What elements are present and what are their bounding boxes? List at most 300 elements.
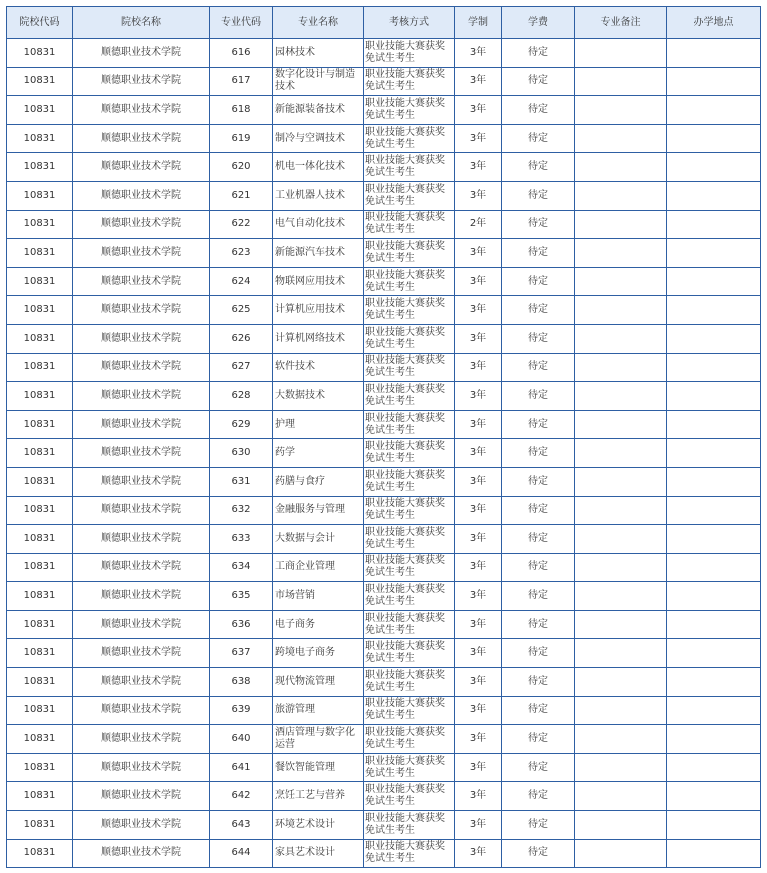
- fee-cell: 待定: [502, 239, 575, 268]
- school-code-cell: 10831: [7, 811, 73, 840]
- major-note-cell: [575, 496, 667, 525]
- major-note-cell: [575, 782, 667, 811]
- major-name-cell: 环境艺术设计: [273, 811, 364, 840]
- duration-cell: 3年: [455, 753, 502, 782]
- major-note-cell: [575, 525, 667, 554]
- school-code-cell: 10831: [7, 96, 73, 125]
- duration-cell: 2年: [455, 210, 502, 239]
- major-note-cell: [575, 439, 667, 468]
- duration-cell: 3年: [455, 525, 502, 554]
- fee-cell: 待定: [502, 210, 575, 239]
- location-cell: [667, 39, 761, 68]
- fee-cell: 待定: [502, 639, 575, 668]
- major-name-cell: 电气自动化技术: [273, 210, 364, 239]
- location-cell: [667, 725, 761, 754]
- school-code-cell: 10831: [7, 382, 73, 411]
- major-note-cell: [575, 382, 667, 411]
- major-name-cell: 数字化设计与制造技术: [273, 67, 364, 96]
- major-note-cell: [575, 239, 667, 268]
- major-note-cell: [575, 267, 667, 296]
- school-code-cell: 10831: [7, 296, 73, 325]
- major-name-cell: 计算机应用技术: [273, 296, 364, 325]
- fee-cell: 待定: [502, 668, 575, 697]
- exam-method-cell: 职业技能大赛获奖免试生考生: [364, 668, 455, 697]
- school-code-cell: 10831: [7, 181, 73, 210]
- major-note-cell: [575, 553, 667, 582]
- exam-method-cell: 职业技能大赛获奖免试生考生: [364, 525, 455, 554]
- school-name-cell: 顺德职业技术学院: [73, 210, 210, 239]
- duration-cell: 3年: [455, 839, 502, 868]
- major-name-cell: 工业机器人技术: [273, 181, 364, 210]
- table-row: [7, 210, 761, 239]
- school-code-cell: 10831: [7, 839, 73, 868]
- duration-cell: 3年: [455, 353, 502, 382]
- major-note-cell: [575, 96, 667, 125]
- table-row: [7, 353, 761, 382]
- exam-method-cell: 职业技能大赛获奖免试生考生: [364, 782, 455, 811]
- exam-method-cell: 职业技能大赛获奖免试生考生: [364, 181, 455, 210]
- table-row: [7, 467, 761, 496]
- school-name-cell: 顺德职业技术学院: [73, 267, 210, 296]
- duration-cell: 3年: [455, 782, 502, 811]
- school-code-cell: 10831: [7, 410, 73, 439]
- exam-method-cell: 职业技能大赛获奖免试生考生: [364, 382, 455, 411]
- school-code-cell: 10831: [7, 610, 73, 639]
- major-name-cell: 现代物流管理: [273, 668, 364, 697]
- major-code-cell: 637: [210, 639, 273, 668]
- major-name-cell: 烹饪工艺与营养: [273, 782, 364, 811]
- major-code-cell: 638: [210, 668, 273, 697]
- exam-method-cell: 职业技能大赛获奖免试生考生: [364, 725, 455, 754]
- school-code-cell: 10831: [7, 582, 73, 611]
- major-note-cell: [575, 153, 667, 182]
- duration-cell: 3年: [455, 811, 502, 840]
- major-note-cell: [575, 753, 667, 782]
- fee-cell: 待定: [502, 39, 575, 68]
- major-name-cell: 护理: [273, 410, 364, 439]
- table-row: [7, 267, 761, 296]
- exam-method-cell: 职业技能大赛获奖免试生考生: [364, 496, 455, 525]
- duration-cell: 3年: [455, 67, 502, 96]
- fee-cell: 待定: [502, 382, 575, 411]
- major-note-cell: [575, 67, 667, 96]
- major-name-cell: 新能源汽车技术: [273, 239, 364, 268]
- fee-cell: 待定: [502, 582, 575, 611]
- fee-cell: 待定: [502, 181, 575, 210]
- location-cell: [667, 811, 761, 840]
- location-cell: [667, 153, 761, 182]
- exam-method-cell: 职业技能大赛获奖免试生考生: [364, 296, 455, 325]
- school-code-cell: 10831: [7, 553, 73, 582]
- exam-method-cell: 职业技能大赛获奖免试生考生: [364, 410, 455, 439]
- location-cell: [667, 181, 761, 210]
- duration-cell: 3年: [455, 239, 502, 268]
- school-name-cell: 顺德职业技术学院: [73, 181, 210, 210]
- table-row: [7, 553, 761, 582]
- major-name-cell: 物联网应用技术: [273, 267, 364, 296]
- school-code-cell: 10831: [7, 639, 73, 668]
- major-name-cell: 新能源装备技术: [273, 96, 364, 125]
- fee-cell: 待定: [502, 67, 575, 96]
- major-code-cell: 616: [210, 39, 273, 68]
- table-row: [7, 96, 761, 125]
- table-row: [7, 753, 761, 782]
- exam-method-cell: 职业技能大赛获奖免试生考生: [364, 124, 455, 153]
- location-cell: [667, 96, 761, 125]
- major-note-cell: [575, 582, 667, 611]
- major-code-cell: 618: [210, 96, 273, 125]
- location-cell: [667, 410, 761, 439]
- school-code-cell: 10831: [7, 324, 73, 353]
- major-name-cell: 制冷与空调技术: [273, 124, 364, 153]
- major-code-cell: 619: [210, 124, 273, 153]
- school-code-cell: 10831: [7, 525, 73, 554]
- school-code-cell: 10831: [7, 239, 73, 268]
- major-note-cell: [575, 696, 667, 725]
- location-cell: [667, 753, 761, 782]
- location-cell: [667, 553, 761, 582]
- header-exam-method: 考核方式: [364, 7, 455, 39]
- header-duration: 学制: [455, 7, 502, 39]
- school-name-cell: 顺德职业技术学院: [73, 439, 210, 468]
- table-row: [7, 239, 761, 268]
- location-cell: [667, 839, 761, 868]
- major-name-cell: 药学: [273, 439, 364, 468]
- location-cell: [667, 210, 761, 239]
- fee-cell: 待定: [502, 410, 575, 439]
- table-row: [7, 410, 761, 439]
- duration-cell: 3年: [455, 153, 502, 182]
- major-name-cell: 酒店管理与数字化运营: [273, 725, 364, 754]
- location-cell: [667, 610, 761, 639]
- header-major-name: 专业名称: [273, 7, 364, 39]
- duration-cell: 3年: [455, 96, 502, 125]
- major-code-cell: 620: [210, 153, 273, 182]
- header-major-code: 专业代码: [210, 7, 273, 39]
- school-name-cell: 顺德职业技术学院: [73, 67, 210, 96]
- school-name-cell: 顺德职业技术学院: [73, 124, 210, 153]
- school-name-cell: 顺德职业技术学院: [73, 553, 210, 582]
- fee-cell: 待定: [502, 725, 575, 754]
- duration-cell: 3年: [455, 696, 502, 725]
- school-code-cell: 10831: [7, 39, 73, 68]
- header-fee: 学费: [502, 7, 575, 39]
- exam-method-cell: 职业技能大赛获奖免试生考生: [364, 67, 455, 96]
- duration-cell: 3年: [455, 639, 502, 668]
- location-cell: [667, 67, 761, 96]
- table-wrapper: [6, 6, 761, 868]
- major-name-cell: 工商企业管理: [273, 553, 364, 582]
- major-name-cell: 电子商务: [273, 610, 364, 639]
- location-cell: [667, 267, 761, 296]
- major-name-cell: 市场营销: [273, 582, 364, 611]
- major-note-cell: [575, 811, 667, 840]
- location-cell: [667, 696, 761, 725]
- duration-cell: 3年: [455, 668, 502, 697]
- location-cell: [667, 467, 761, 496]
- location-cell: [667, 353, 761, 382]
- major-code-cell: 643: [210, 811, 273, 840]
- exam-method-cell: 职业技能大赛获奖免试生考生: [364, 696, 455, 725]
- major-code-cell: 624: [210, 267, 273, 296]
- location-cell: [667, 239, 761, 268]
- duration-cell: 3年: [455, 410, 502, 439]
- exam-method-cell: 职业技能大赛获奖免试生考生: [364, 439, 455, 468]
- table-row: [7, 668, 761, 697]
- table-row: [7, 639, 761, 668]
- exam-method-cell: 职业技能大赛获奖免试生考生: [364, 324, 455, 353]
- school-name-cell: 顺德职业技术学院: [73, 525, 210, 554]
- school-code-cell: 10831: [7, 353, 73, 382]
- major-code-cell: 634: [210, 553, 273, 582]
- major-note-cell: [575, 668, 667, 697]
- table-row: [7, 296, 761, 325]
- major-name-cell: 金融服务与管理: [273, 496, 364, 525]
- school-code-cell: 10831: [7, 124, 73, 153]
- duration-cell: 3年: [455, 496, 502, 525]
- school-code-cell: 10831: [7, 439, 73, 468]
- duration-cell: 3年: [455, 296, 502, 325]
- duration-cell: 3年: [455, 39, 502, 68]
- major-name-cell: 软件技术: [273, 353, 364, 382]
- school-name-cell: 顺德职业技术学院: [73, 382, 210, 411]
- header-school-name: 院校名称: [73, 7, 210, 39]
- table-row: [7, 610, 761, 639]
- exam-method-cell: 职业技能大赛获奖免试生考生: [364, 582, 455, 611]
- exam-method-cell: 职业技能大赛获奖免试生考生: [364, 811, 455, 840]
- table-row: [7, 725, 761, 754]
- major-note-cell: [575, 324, 667, 353]
- exam-method-cell: 职业技能大赛获奖免试生考生: [364, 153, 455, 182]
- major-code-cell: 640: [210, 725, 273, 754]
- table-row: [7, 382, 761, 411]
- school-name-cell: 顺德职业技术学院: [73, 668, 210, 697]
- major-name-cell: 跨境电子商务: [273, 639, 364, 668]
- school-code-cell: 10831: [7, 496, 73, 525]
- school-code-cell: 10831: [7, 668, 73, 697]
- table-row: [7, 324, 761, 353]
- fee-cell: 待定: [502, 296, 575, 325]
- fee-cell: 待定: [502, 267, 575, 296]
- duration-cell: 3年: [455, 267, 502, 296]
- fee-cell: 待定: [502, 696, 575, 725]
- table-row: [7, 39, 761, 68]
- header-row: [7, 7, 761, 39]
- major-note-cell: [575, 296, 667, 325]
- table-body: [7, 39, 761, 868]
- location-cell: [667, 324, 761, 353]
- exam-method-cell: 职业技能大赛获奖免试生考生: [364, 239, 455, 268]
- major-note-cell: [575, 124, 667, 153]
- fee-cell: 待定: [502, 124, 575, 153]
- duration-cell: 3年: [455, 610, 502, 639]
- school-name-cell: 顺德职业技术学院: [73, 153, 210, 182]
- school-name-cell: 顺德职业技术学院: [73, 467, 210, 496]
- fee-cell: 待定: [502, 439, 575, 468]
- major-code-cell: 635: [210, 582, 273, 611]
- school-code-cell: 10831: [7, 725, 73, 754]
- major-name-cell: 旅游管理: [273, 696, 364, 725]
- header-location: 办学地点: [667, 7, 761, 39]
- fee-cell: 待定: [502, 153, 575, 182]
- location-cell: [667, 496, 761, 525]
- location-cell: [667, 668, 761, 697]
- major-code-cell: 630: [210, 439, 273, 468]
- major-code-cell: 629: [210, 410, 273, 439]
- exam-method-cell: 职业技能大赛获奖免试生考生: [364, 839, 455, 868]
- school-name-cell: 顺德职业技术学院: [73, 410, 210, 439]
- school-name-cell: 顺德职业技术学院: [73, 782, 210, 811]
- major-note-cell: [575, 839, 667, 868]
- major-name-cell: 餐饮智能管理: [273, 753, 364, 782]
- school-name-cell: 顺德职业技术学院: [73, 696, 210, 725]
- school-name-cell: 顺德职业技术学院: [73, 639, 210, 668]
- major-code-cell: 623: [210, 239, 273, 268]
- major-code-cell: 642: [210, 782, 273, 811]
- table-row: [7, 439, 761, 468]
- school-name-cell: 顺德职业技术学院: [73, 496, 210, 525]
- location-cell: [667, 296, 761, 325]
- school-name-cell: 顺德职业技术学院: [73, 839, 210, 868]
- major-note-cell: [575, 353, 667, 382]
- table-row: [7, 496, 761, 525]
- school-code-cell: 10831: [7, 696, 73, 725]
- fee-cell: 待定: [502, 324, 575, 353]
- major-code-cell: 627: [210, 353, 273, 382]
- major-name-cell: 药膳与食疗: [273, 467, 364, 496]
- major-code-cell: 625: [210, 296, 273, 325]
- header-major-note: 专业备注: [575, 7, 667, 39]
- fee-cell: 待定: [502, 496, 575, 525]
- school-name-cell: 顺德职业技术学院: [73, 725, 210, 754]
- fee-cell: 待定: [502, 467, 575, 496]
- table-row: [7, 124, 761, 153]
- major-code-cell: 639: [210, 696, 273, 725]
- major-code-cell: 628: [210, 382, 273, 411]
- major-code-cell: 631: [210, 467, 273, 496]
- header-school-code: 院校代码: [7, 7, 73, 39]
- major-note-cell: [575, 39, 667, 68]
- exam-method-cell: 职业技能大赛获奖免试生考生: [364, 753, 455, 782]
- location-cell: [667, 639, 761, 668]
- major-code-cell: 636: [210, 610, 273, 639]
- school-name-cell: 顺德职业技术学院: [73, 39, 210, 68]
- location-cell: [667, 439, 761, 468]
- exam-method-cell: 职业技能大赛获奖免试生考生: [364, 610, 455, 639]
- duration-cell: 3年: [455, 124, 502, 153]
- exam-method-cell: 职业技能大赛获奖免试生考生: [364, 553, 455, 582]
- table-row: [7, 811, 761, 840]
- fee-cell: 待定: [502, 782, 575, 811]
- admissions-table: [6, 6, 761, 868]
- exam-method-cell: 职业技能大赛获奖免试生考生: [364, 639, 455, 668]
- major-code-cell: 626: [210, 324, 273, 353]
- fee-cell: 待定: [502, 353, 575, 382]
- exam-method-cell: 职业技能大赛获奖免试生考生: [364, 210, 455, 239]
- major-code-cell: 622: [210, 210, 273, 239]
- major-name-cell: 大数据技术: [273, 382, 364, 411]
- school-name-cell: 顺德职业技术学院: [73, 239, 210, 268]
- exam-method-cell: 职业技能大赛获奖免试生考生: [364, 467, 455, 496]
- school-code-cell: 10831: [7, 153, 73, 182]
- fee-cell: 待定: [502, 811, 575, 840]
- fee-cell: 待定: [502, 610, 575, 639]
- exam-method-cell: 职业技能大赛获奖免试生考生: [364, 39, 455, 68]
- major-note-cell: [575, 210, 667, 239]
- fee-cell: 待定: [502, 96, 575, 125]
- major-name-cell: 园林技术: [273, 39, 364, 68]
- location-cell: [667, 382, 761, 411]
- school-name-cell: 顺德职业技术学院: [73, 582, 210, 611]
- school-name-cell: 顺德职业技术学院: [73, 811, 210, 840]
- exam-method-cell: 职业技能大赛获奖免试生考生: [364, 267, 455, 296]
- school-name-cell: 顺德职业技术学院: [73, 324, 210, 353]
- duration-cell: 3年: [455, 324, 502, 353]
- school-code-cell: 10831: [7, 210, 73, 239]
- school-code-cell: 10831: [7, 753, 73, 782]
- exam-method-cell: 职业技能大赛获奖免试生考生: [364, 353, 455, 382]
- duration-cell: 3年: [455, 181, 502, 210]
- major-note-cell: [575, 410, 667, 439]
- school-name-cell: 顺德职业技术学院: [73, 296, 210, 325]
- major-name-cell: 大数据与会计: [273, 525, 364, 554]
- major-note-cell: [575, 610, 667, 639]
- major-note-cell: [575, 639, 667, 668]
- major-code-cell: 641: [210, 753, 273, 782]
- table-row: [7, 582, 761, 611]
- major-note-cell: [575, 181, 667, 210]
- major-name-cell: 家具艺术设计: [273, 839, 364, 868]
- location-cell: [667, 124, 761, 153]
- duration-cell: 3年: [455, 582, 502, 611]
- school-name-cell: 顺德职业技术学院: [73, 353, 210, 382]
- duration-cell: 3年: [455, 725, 502, 754]
- major-code-cell: 632: [210, 496, 273, 525]
- duration-cell: 3年: [455, 467, 502, 496]
- major-note-cell: [575, 725, 667, 754]
- school-name-cell: 顺德职业技术学院: [73, 96, 210, 125]
- duration-cell: 3年: [455, 553, 502, 582]
- fee-cell: 待定: [502, 839, 575, 868]
- fee-cell: 待定: [502, 525, 575, 554]
- location-cell: [667, 525, 761, 554]
- location-cell: [667, 582, 761, 611]
- table-row: [7, 782, 761, 811]
- fee-cell: 待定: [502, 753, 575, 782]
- fee-cell: 待定: [502, 553, 575, 582]
- major-code-cell: 617: [210, 67, 273, 96]
- school-code-cell: 10831: [7, 67, 73, 96]
- duration-cell: 3年: [455, 382, 502, 411]
- major-name-cell: 机电一体化技术: [273, 153, 364, 182]
- table-row: [7, 153, 761, 182]
- table-row: [7, 696, 761, 725]
- major-code-cell: 621: [210, 181, 273, 210]
- major-name-cell: 计算机网络技术: [273, 324, 364, 353]
- major-code-cell: 633: [210, 525, 273, 554]
- table-row: [7, 181, 761, 210]
- school-name-cell: 顺德职业技术学院: [73, 610, 210, 639]
- school-name-cell: 顺德职业技术学院: [73, 753, 210, 782]
- school-code-cell: 10831: [7, 782, 73, 811]
- major-note-cell: [575, 467, 667, 496]
- major-code-cell: 644: [210, 839, 273, 868]
- table-row: [7, 67, 761, 96]
- exam-method-cell: 职业技能大赛获奖免试生考生: [364, 96, 455, 125]
- duration-cell: 3年: [455, 439, 502, 468]
- table-row: [7, 839, 761, 868]
- school-code-cell: 10831: [7, 467, 73, 496]
